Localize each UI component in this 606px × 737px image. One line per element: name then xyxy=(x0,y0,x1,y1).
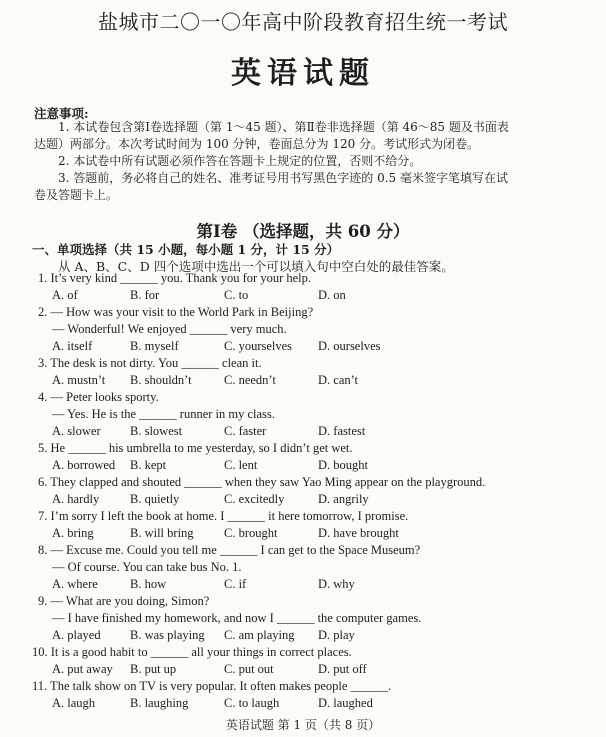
answer-option: D. angrily xyxy=(318,492,369,506)
answer-option: C. lent xyxy=(224,458,258,472)
exam-header: 盐城市二〇一〇年高中阶段教育招生统一考试 xyxy=(98,10,508,34)
answer-option: B. put up xyxy=(130,662,177,676)
answer-option: A. mustn’t xyxy=(52,373,106,387)
instruction: 从 A、B、C、D 四个选项中选出一个可以填入句中空白处的最佳答案。 xyxy=(58,259,454,274)
answer-option: C. if xyxy=(224,577,247,591)
notice-line: 3. 答题前，务必将自己的姓名、准考证号用书写黑色字迹的 0.5 毫米签字笔填写在试 xyxy=(58,171,508,185)
answer-option: C. put out xyxy=(224,662,274,676)
answer-option: A. put away xyxy=(52,662,113,676)
question-line: — Yes. He is the ______ runner in my class. xyxy=(52,407,275,421)
question-stem: 8. — Excuse me. Could you tell me ______ I can get to the Space Museum? xyxy=(38,543,421,557)
section-title: 第Ⅰ卷 （选择题，共 60 分） xyxy=(196,222,410,241)
answer-option: B. kept xyxy=(130,458,167,472)
part-title: 一、单项选择（共 15 小题，每小题 1 分，计 15 分） xyxy=(32,242,340,257)
answer-option: A. itself xyxy=(52,339,93,353)
question-stem: 11. The talk show on TV is very popular. It often makes people ______. xyxy=(32,679,392,693)
notice-line: 达题）两部分。本次考试时间为 100 分钟，卷面总分为 120 分。考试形式为闭卷。 xyxy=(34,137,480,151)
answer-option: A. laugh xyxy=(52,696,96,710)
notice-heading: 注意事项: xyxy=(34,106,89,121)
answer-option: B. slowest xyxy=(130,424,183,438)
answer-option: D. laughed xyxy=(318,696,373,710)
question-stem: 9. — What are you doing, Simon? xyxy=(38,594,210,608)
notice-line: 2. 本试卷中所有试题必须作答在答题卡上规定的位置，否则不给分。 xyxy=(58,154,422,168)
answer-option: B. myself xyxy=(130,339,179,353)
answer-option: C. brought xyxy=(224,526,278,540)
notice-line: 卷及答题卡上。 xyxy=(34,188,119,202)
answer-option: D. on xyxy=(318,288,346,302)
answer-option: D. bought xyxy=(318,458,368,472)
question-line: — Of course. You can take bus No. 1. xyxy=(52,560,242,574)
question-stem: 3. The desk is not dirty. You ______ clean it. xyxy=(38,356,262,370)
answer-option: C. to xyxy=(224,288,249,302)
answer-option: D. fastest xyxy=(318,424,366,438)
answer-option: A. where xyxy=(52,577,98,591)
answer-option: D. can’t xyxy=(318,373,359,387)
answer-option: B. was playing xyxy=(130,628,205,642)
answer-option: A. borrowed xyxy=(52,458,116,472)
question-stem: 2. — How was your visit to the World Park in Beijing? xyxy=(38,305,314,319)
answer-option: B. shouldn’t xyxy=(130,373,192,387)
answer-option: C. am playing xyxy=(224,628,295,642)
question-stem: 4. — Peter looks sporty. xyxy=(38,390,159,404)
notice-line: 1. 本试卷包含第Ⅰ卷选择题（第 1～45 题）、第Ⅱ卷非选择题（第 46～85 题及书面表 xyxy=(58,120,509,134)
answer-option: D. put off xyxy=(318,662,367,676)
question-line: — Wonderful! We enjoyed ______ very much. xyxy=(52,322,287,336)
page-footer: 英语试题 第 1 页（共 8 页） xyxy=(225,718,381,732)
answer-option: A. of xyxy=(52,288,78,302)
answer-option: C. to laugh xyxy=(224,696,280,710)
page-title: 英语试题 xyxy=(231,56,375,91)
answer-option: B. quietly xyxy=(130,492,180,506)
answer-option: D. play xyxy=(318,628,355,642)
question-stem: 1. It’s very kind ______ you. Thank you for your help. xyxy=(38,271,311,285)
answer-option: D. why xyxy=(318,577,355,591)
answer-option: A. played xyxy=(52,628,101,642)
answer-option: D. have brought xyxy=(318,526,399,540)
question-stem: 7. I’m sorry I left the book at home. I ______ it here tomorrow, I promise. xyxy=(38,509,409,523)
answer-option: A. bring xyxy=(52,526,94,540)
answer-option: B. how xyxy=(130,577,167,591)
question-stem: 6. They clapped and shouted ______ when they saw Yao Ming appear on the playground. xyxy=(38,475,486,489)
answer-option: B. laughing xyxy=(130,696,189,710)
answer-option: C. excitedly xyxy=(224,492,285,506)
question-stem: 5. He ______ his umbrella to me yesterday, so I didn’t get wet. xyxy=(38,441,353,455)
answer-option: A. slower xyxy=(52,424,101,438)
answer-option: B. will bring xyxy=(130,526,194,540)
answer-option: B. for xyxy=(130,288,160,302)
answer-option: A. hardly xyxy=(52,492,100,506)
answer-option: C. yourselves xyxy=(224,339,293,353)
answer-option: C. needn’t xyxy=(224,373,276,387)
answer-option: D. ourselves xyxy=(318,339,381,353)
answer-option: C. faster xyxy=(224,424,267,438)
question-stem: 10. It is a good habit to ______ all your things in correct places. xyxy=(32,645,352,659)
question-line: — I have finished my homework, and now I ______ the computer games. xyxy=(52,611,422,625)
